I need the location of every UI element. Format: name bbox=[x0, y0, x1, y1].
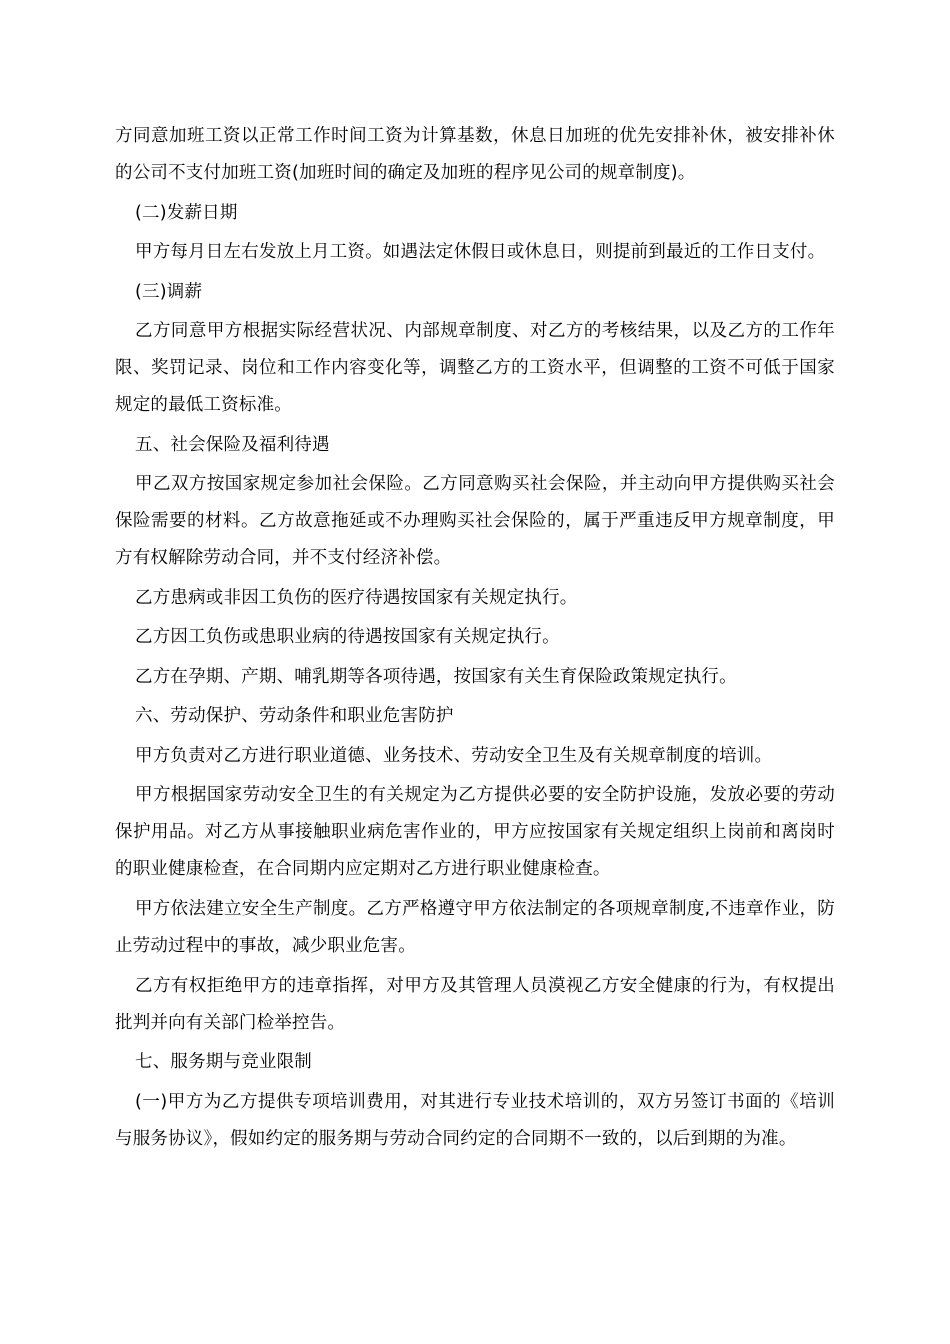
paragraph-safety-facilities: 甲方根据国家劳动安全卫生的有关规定为乙方提供必要的安全防护设施，发放必要的劳动保护用品。对乙方从事接触职业病危害作业的，甲方应按国家有关规定组织上岗前和离岗时的职业健康检查，在合同期内应定期对乙方进行职业健康检查。 bbox=[115, 785, 835, 880]
paragraph-work-injury: 乙方因工负伤或患职业病的待遇按国家有关规定执行。 bbox=[135, 627, 560, 648]
paragraph-safety-system: 甲方依法建立安全生产制度。乙方严格遵守甲方依法制定的各项规章制度,不违章作业，防止劳动过程中的事故，减少职业危害。 bbox=[115, 898, 835, 957]
paragraph-overtime-pay-cont: 方同意加班工资以正常工作时间工资为计算基数，休息日加班的优先安排补休，被安排补休的公司不支付加班工资(加班时间的确定及加班的程序见公司的规章制度)。 bbox=[115, 126, 835, 184]
paragraph-pay-date: 甲方每月日左右发放上月工资。如遇法定休假日或休息日，则提前到最近的工作日支付。 bbox=[135, 242, 826, 263]
heading-social-insurance: 五、社会保险及福利待遇 bbox=[135, 434, 330, 455]
heading-labor-protection: 六、劳动保护、劳动条件和职业危害防护 bbox=[135, 706, 454, 727]
document-page bbox=[115, 118, 835, 1160]
paragraph-training-agreement: (一)甲方为乙方提供专项培训费用，对其进行专业技术培训的，双方另签订书面的《培训与服务协议》，假如约定的服务期与劳动合同约定的合同期不一致的，以后到期的为准。 bbox=[115, 1091, 835, 1149]
heading-pay-date: (二)发薪日期 bbox=[135, 202, 238, 223]
paragraph-salary-adjustment: 乙方同意甲方根据实际经营状况、内部规章制度、对乙方的考核结果，以及乙方的工作年限、奖罚记录、岗位和工作内容变化等，调整乙方的工资水平，但调整的工资不可低于国家规定的最低工资标准。 bbox=[115, 321, 835, 416]
paragraph-medical-treatment: 乙方患病或非因工负伤的医疗待遇按国家有关规定执行。 bbox=[135, 587, 578, 608]
paragraph-refuse-orders: 乙方有权拒绝甲方的违章指挥，对甲方及其管理人员漠视乙方安全健康的行为，有权提出批判并向有关部门检举控告。 bbox=[115, 975, 835, 1033]
paragraph-training: 甲方负责对乙方进行职业道德、业务技术、劳动安全卫生及有关规章制度的培训。 bbox=[135, 745, 773, 766]
paragraph-social-insurance: 甲乙双方按国家规定参加社会保险。乙方同意购买社会保险，并主动向甲方提供购买社会保险需要的材料。乙方故意拖延或不办理购买社会保险的，属于严重违反甲方规章制度，甲方有权解除劳动合同，并不支付经济补偿。 bbox=[115, 474, 835, 569]
paragraph-maternity: 乙方在孕期、产期、哺乳期等各项待遇，按国家有关生育保险政策规定执行。 bbox=[135, 666, 737, 687]
heading-service-period: 七、服务期与竞业限制 bbox=[135, 1052, 312, 1073]
heading-salary-adjustment: (三)调薪 bbox=[135, 281, 203, 302]
